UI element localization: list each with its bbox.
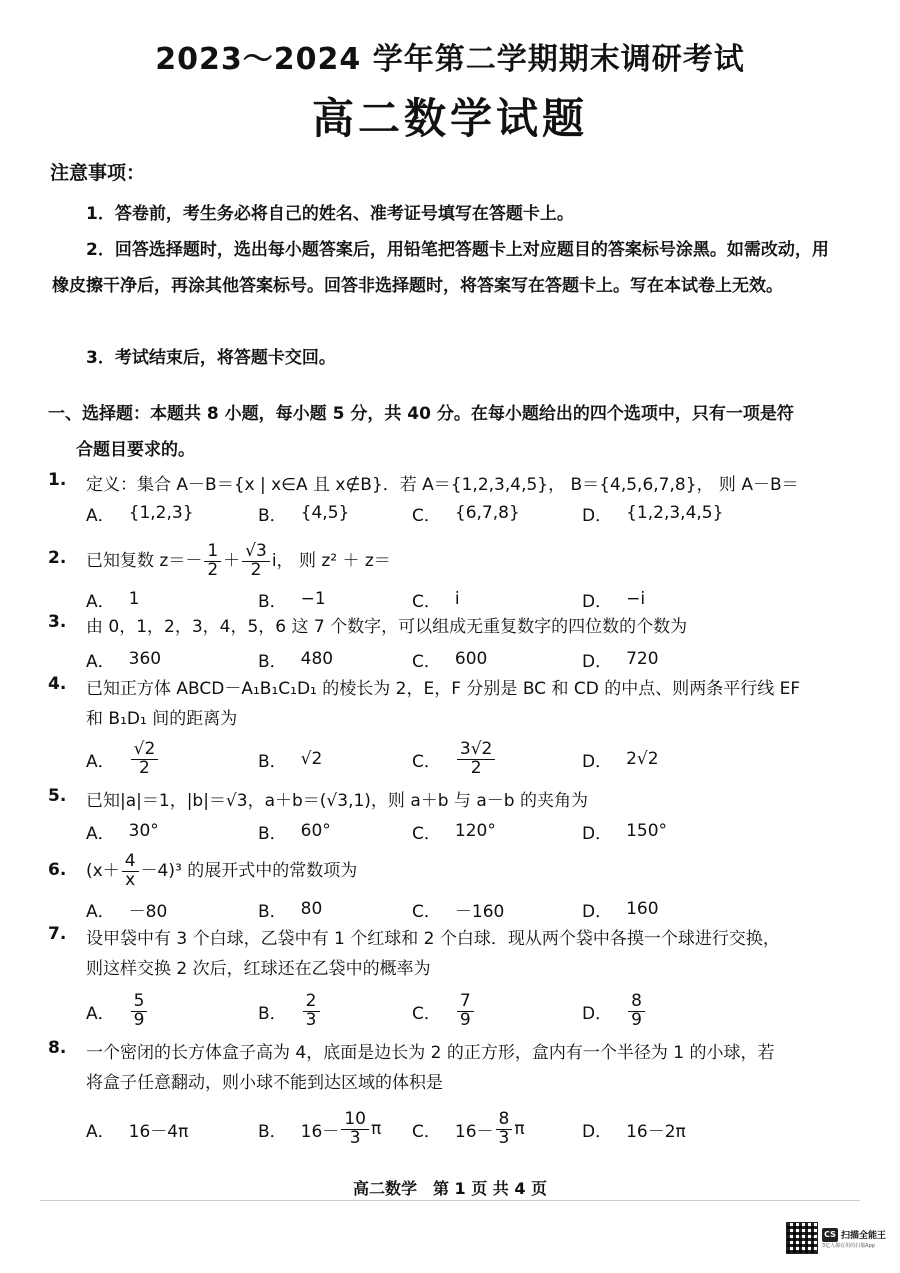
fraction <box>131 738 159 778</box>
option-label: C． <box>412 751 441 772</box>
scanner-name-row <box>822 1228 886 1242</box>
option-b[interactable] <box>258 814 331 848</box>
option-c[interactable] <box>412 736 497 782</box>
option-label: C． <box>412 651 441 672</box>
option-label: B． <box>258 1003 287 1024</box>
question-2 <box>48 538 848 584</box>
option-b[interactable] <box>258 582 326 616</box>
qr-code-icon <box>786 1222 818 1254</box>
option-d[interactable] <box>582 642 659 676</box>
option-a[interactable] <box>86 642 161 676</box>
question-4 <box>48 674 848 734</box>
scanner-text <box>822 1228 886 1249</box>
option-text: 150° <box>626 821 668 841</box>
option-text: 30° <box>128 821 159 841</box>
option-a[interactable] <box>86 736 160 782</box>
option-text: －80 <box>128 901 168 922</box>
option-b[interactable] <box>258 892 322 926</box>
question-stem <box>86 538 846 584</box>
option-d[interactable] <box>582 736 659 782</box>
stem-line-1: 已知正方体 ABCD－A₁B₁C₁D₁ 的棱长为 2，E，F 分别是 BC 和 CD 的中点、则两条平行线 EF <box>86 679 801 699</box>
option-label: A． <box>86 751 115 772</box>
camscanner-logo-icon: CS <box>822 1228 838 1242</box>
denominator: 2 <box>470 757 482 778</box>
question-stem: 定义：集合 A－B＝{x | x∈A 且 x∉B}．若 A＝{1,2,3,4,5}， B＝{4,5,6,7,8}， 则 A－B＝ <box>86 475 799 495</box>
option-label: D． <box>582 823 613 844</box>
option-text: {4,5} <box>300 503 350 523</box>
option-a[interactable] <box>86 814 159 848</box>
option-text: −i <box>626 589 646 609</box>
question-stem: 由 0，1，2，3，4，5，6 这 7 个数字，可以组成无重复数字的四位数的个数为 <box>86 617 688 637</box>
option-label: B． <box>258 751 287 772</box>
option-text: π <box>370 1119 382 1139</box>
option-text: 16－4π <box>128 1121 189 1142</box>
question-number: 8. <box>48 1038 67 1058</box>
scanner-name: 扫描全能王 <box>841 1231 887 1241</box>
option-b[interactable] <box>258 642 333 676</box>
numerator: 2 <box>303 993 320 1012</box>
question-stem: 已知|a|＝1，|b|＝√3，a＋b＝(√3,1)，则 a＋b 与 a－b 的夹角为 <box>86 791 588 811</box>
denominator: 9 <box>133 1009 145 1030</box>
fraction <box>242 540 270 580</box>
option-a[interactable] <box>86 496 194 530</box>
option-d[interactable] <box>582 496 723 530</box>
numerator: √2 <box>131 741 159 760</box>
option-label: A． <box>86 1121 115 1142</box>
option-label: C． <box>412 1121 441 1142</box>
option-label: D． <box>582 651 613 672</box>
numerator: 5 <box>131 993 148 1012</box>
denominator: 2 <box>250 559 262 580</box>
fraction <box>131 990 148 1030</box>
denominator: 9 <box>631 1009 642 1030</box>
option-label: B． <box>258 823 287 844</box>
denominator: 3 <box>498 1127 510 1148</box>
question-stem <box>86 1038 846 1098</box>
page-footer: 高二数学 第 1 页 共 4 页 <box>352 1179 548 1198</box>
notice-item-1: 1．答卷前，考生务必将自己的姓名、准考证号填写在答题卡上。 <box>86 204 574 224</box>
notice-heading: 注意事项： <box>50 162 146 184</box>
option-label: D． <box>582 591 613 612</box>
option-label: A． <box>86 505 115 526</box>
denominator: 2 <box>139 757 150 778</box>
option-b[interactable] <box>258 1106 381 1152</box>
option-text: 160 <box>626 899 659 919</box>
option-text: 60° <box>300 821 331 841</box>
option-label: B． <box>258 651 287 672</box>
option-label: C． <box>412 505 441 526</box>
question-8 <box>48 1038 848 1098</box>
option-d[interactable] <box>582 988 647 1034</box>
option-label: D． <box>582 1121 613 1142</box>
options-6 <box>86 892 806 926</box>
option-c[interactable] <box>412 988 476 1034</box>
stem-line-1: 设甲袋中有 3 个白球，乙袋中有 1 个红球和 2 个白球．现从两个袋中各摸一个球进行交换， <box>86 929 780 949</box>
option-d[interactable] <box>582 814 667 848</box>
question-number: 7. <box>48 924 67 944</box>
fraction <box>341 1108 369 1148</box>
notice-item-3: 3．考试结束后，将答题卡交回。 <box>86 348 336 368</box>
option-text: 16－2π <box>626 1121 686 1142</box>
question-number: 4. <box>48 674 67 694</box>
option-b[interactable] <box>258 988 322 1034</box>
option-c[interactable] <box>412 642 487 676</box>
option-label: C． <box>412 823 441 844</box>
option-label: D． <box>582 505 613 526</box>
option-label: D． <box>582 751 613 772</box>
option-text: 16－ <box>454 1121 494 1142</box>
option-label: B． <box>258 505 287 526</box>
numerator: 10 <box>341 1111 369 1130</box>
option-c[interactable] <box>412 892 504 926</box>
question-number: 2. <box>48 548 67 568</box>
option-d[interactable] <box>582 1106 686 1152</box>
question-stem <box>86 924 846 984</box>
numerator: 1 <box>204 543 221 562</box>
option-label: A． <box>86 823 115 844</box>
option-label: B． <box>258 1121 287 1142</box>
option-text: 600 <box>454 649 488 669</box>
option-text: 720 <box>626 649 659 669</box>
numerator: 3√2 <box>457 741 495 760</box>
scanner-tagline: 3亿人都在用的扫描App <box>822 1242 875 1249</box>
question-stem <box>86 848 846 894</box>
stem-text: (x＋ <box>86 861 120 881</box>
stem-line-1: 一个密闭的长方体盒子高为 4，底面是边长为 2 的正方形，盒内有一个半径为 1 的小球，若 <box>86 1043 775 1063</box>
option-text: 480 <box>300 649 334 669</box>
options-3 <box>86 642 806 676</box>
options-4 <box>86 736 806 782</box>
numerator: 8 <box>628 993 645 1012</box>
fraction <box>457 990 474 1030</box>
option-a[interactable] <box>86 892 167 926</box>
section-heading <box>48 396 848 468</box>
option-text: －160 <box>454 901 505 922</box>
options-8 <box>86 1106 806 1152</box>
option-d[interactable] <box>582 582 645 616</box>
fraction <box>496 1108 513 1148</box>
option-text: 1 <box>128 589 140 609</box>
option-label: A． <box>86 901 115 922</box>
option-c[interactable] <box>412 1106 525 1152</box>
stem-text: ＋ <box>223 551 241 571</box>
option-text: π <box>514 1119 525 1139</box>
stem-line-2: 则这样交换 2 次后，红球还在乙袋中的概率为 <box>86 959 431 979</box>
option-label: A． <box>86 651 115 672</box>
option-b[interactable] <box>258 736 322 782</box>
question-3 <box>48 612 848 642</box>
denominator: x <box>125 869 136 890</box>
option-text: {1,2,3} <box>128 503 194 523</box>
footer-divider <box>40 1200 860 1201</box>
options-7 <box>86 988 806 1034</box>
options-1 <box>86 496 806 530</box>
notice-item-2: 2．回答选择题时，选出每小题答案后，用铅笔把答题卡上对应题目的答案标号涂黑。如需改动，用橡皮擦干净后，再涂其他答案标号。回答非选择题时，将答案写在答题卡上。写在本试卷上无效。 <box>52 240 829 296</box>
option-label: C． <box>412 901 441 922</box>
denominator: 3 <box>349 1127 361 1148</box>
option-label: D． <box>582 1003 613 1024</box>
option-text: 16－ <box>300 1121 340 1142</box>
fraction <box>628 990 645 1030</box>
denominator: 3 <box>305 1009 317 1030</box>
subject-title: 高二数学试题 <box>311 94 588 143</box>
question-number: 6. <box>48 860 67 880</box>
option-c[interactable] <box>412 582 460 616</box>
option-label: A． <box>86 1003 115 1024</box>
options-2 <box>86 582 806 616</box>
option-text: 120° <box>454 821 496 841</box>
stem-text: 已知复数 z＝－ <box>86 551 203 571</box>
question-5 <box>48 786 848 816</box>
option-a[interactable] <box>86 1106 188 1152</box>
option-text: {1,2,3,4,5} <box>626 503 724 523</box>
option-a[interactable] <box>86 988 149 1034</box>
options-5 <box>86 814 806 848</box>
option-text: 2√2 <box>626 749 659 769</box>
denominator: 2 <box>207 559 219 580</box>
scanner-badge <box>786 1220 886 1256</box>
question-number: 5. <box>48 786 67 806</box>
section-heading-line2: 合题目要求的。 <box>76 440 195 460</box>
question-number: 1. <box>48 470 67 490</box>
option-text: 360 <box>128 649 162 669</box>
exam-title: 2023～2024 学年第二学期期末调研考试 <box>155 42 745 77</box>
option-label: A． <box>86 591 115 612</box>
fraction <box>122 850 139 890</box>
stem-line-2: 将盒子任意翻动，则小球不能到达区域的体积是 <box>86 1073 443 1093</box>
stem-text: i， 则 z² ＋ z＝ <box>271 551 391 571</box>
question-6 <box>48 848 848 894</box>
option-d[interactable] <box>582 892 659 926</box>
option-c[interactable] <box>412 814 496 848</box>
section-heading-line1: 一、选择题：本题共 8 小题，每小题 5 分，共 40 分。在每小题给出的四个选项中，只有一项是符 <box>48 404 794 424</box>
question-number: 3. <box>48 612 67 632</box>
option-label: C． <box>412 1003 441 1024</box>
fraction <box>204 540 221 580</box>
option-text: i <box>454 589 460 609</box>
option-label: B． <box>258 901 287 922</box>
numerator: 7 <box>457 993 474 1012</box>
numerator: √3 <box>242 543 270 562</box>
option-text: 80 <box>300 899 323 919</box>
question-stem <box>86 674 846 734</box>
fraction <box>303 990 320 1030</box>
option-text: {6,7,8} <box>454 503 520 523</box>
stem-text: －4)³ 的展开式中的常数项为 <box>140 861 358 881</box>
numerator: 4 <box>122 853 139 872</box>
option-label: D． <box>582 901 613 922</box>
question-7 <box>48 924 848 984</box>
option-b[interactable] <box>258 496 349 530</box>
option-text: −1 <box>300 589 326 609</box>
option-c[interactable] <box>412 496 520 530</box>
numerator: 8 <box>496 1111 513 1130</box>
option-a[interactable] <box>86 582 139 616</box>
fraction <box>457 738 495 778</box>
stem-line-2: 和 B₁D₁ 间的距离为 <box>86 709 238 729</box>
option-label: B． <box>258 591 287 612</box>
option-label: C． <box>412 591 441 612</box>
option-text: √2 <box>300 749 323 769</box>
denominator: 9 <box>459 1009 471 1030</box>
